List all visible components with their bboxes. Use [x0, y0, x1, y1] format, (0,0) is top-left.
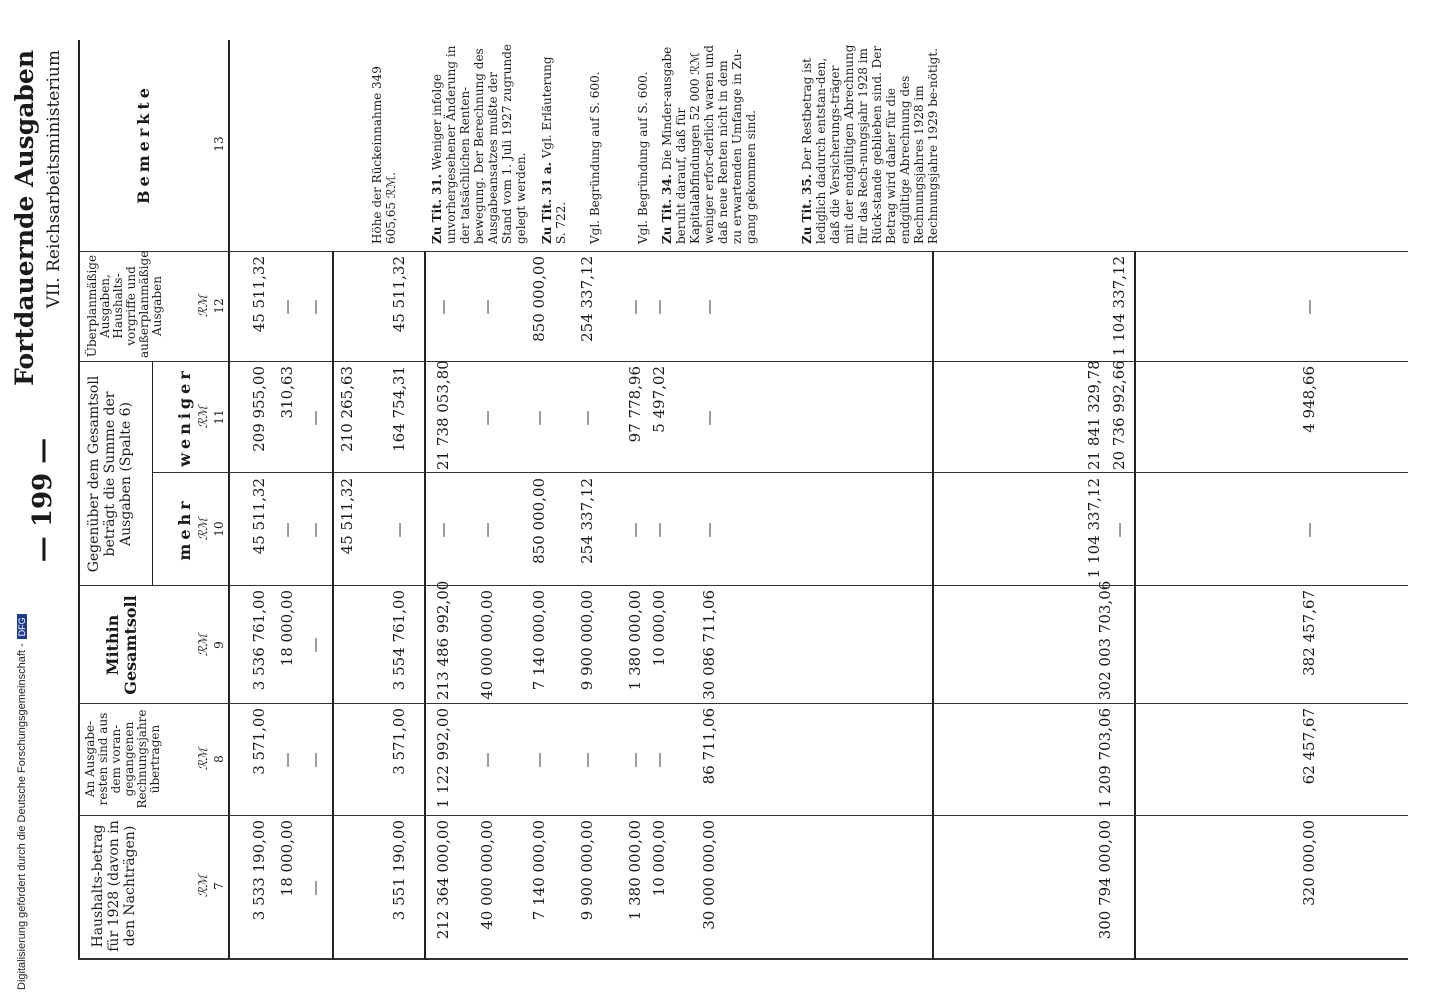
col-sep-9-10 [78, 585, 1408, 586]
table-cell: — [700, 299, 718, 315]
col9-unit: ℛℳ [196, 633, 210, 657]
table-cell: 3 571,00 [390, 708, 408, 775]
col-sep-8-9 [78, 703, 1408, 704]
row-rule [332, 252, 334, 960]
remark-2-text: Weniger infolge unvorhergesehener Änderung in der tatsächlichen Renten-bewegung. Der Berechnung des Ausgabeansatzes mußte der Stand vom 1. Juli 1927 zugrunde gelegt werden. [430, 44, 528, 244]
table-cell: 45 511,32 [338, 478, 356, 555]
col-sep-7-8 [78, 815, 1408, 816]
group-header: Gegenüber dem Gesamtsoll beträgt die Summe der Ausgaben (Spalte 6) [86, 375, 134, 573]
table-cell: — [478, 410, 496, 426]
table-cell: — [306, 410, 324, 426]
col10-unit: ℛℳ [196, 517, 210, 541]
table-cell: 40 000 000,00 [478, 590, 496, 700]
table-cell: 1 380 000,00 [626, 590, 644, 691]
table-cell: 3 533 190,00 [250, 820, 268, 921]
table-cell: 30 000 000,00 [700, 820, 718, 930]
table-cell: — [530, 752, 548, 768]
col7-header: Haushalts-betrag für 1928 (davon in den Nachträgen) [90, 820, 138, 952]
table-cell: 209 955,00 [250, 366, 268, 452]
table-cell: — [278, 752, 296, 768]
table-cell: 3 536 761,00 [250, 590, 268, 691]
table-cell: — [306, 637, 324, 653]
table-cell: — [650, 752, 668, 768]
table-cell: — [700, 410, 718, 426]
row-rule [932, 252, 934, 960]
table-cell: 254 337,12 [578, 478, 596, 564]
col-sep-12-13 [78, 251, 1408, 252]
table-cell: — [1300, 522, 1318, 538]
table-cell: 62 457,67 [1300, 708, 1318, 785]
remark-3-title: Zu Tit. 31 a. [540, 162, 554, 244]
table-cell: — [306, 752, 324, 768]
table-cell: 164 754,31 [390, 366, 408, 452]
table-cell: — [278, 299, 296, 315]
table-cell: 310,63 [278, 366, 296, 419]
remark-5: Vgl. Begründung auf S. 600. [636, 71, 650, 244]
table-cell: 213 486 992,00 [434, 580, 452, 700]
table-cell: — [434, 299, 452, 315]
table-cell: — [1300, 299, 1318, 315]
table-cell: 20 736 992,66 [1110, 360, 1128, 470]
table-cell: — [530, 410, 548, 426]
table-cell: — [650, 299, 668, 315]
table-cell: 9 900 000,00 [578, 820, 596, 921]
col13-number: 13 [212, 136, 226, 152]
table-cell: 300 794 000,00 [1096, 820, 1114, 940]
table-cell: 9 900 000,00 [578, 590, 596, 691]
col10-number: 10 [212, 521, 226, 537]
page-subtitle: VII. Reichsarbeitsministerium [44, 50, 64, 309]
table-cell: — [478, 752, 496, 768]
remark-3 [540, 44, 568, 244]
table-cell: 45 511,32 [250, 478, 268, 555]
table-cell: 18 000,00 [278, 820, 296, 897]
remark-6 [660, 44, 758, 244]
table-cell: — [1110, 522, 1128, 538]
remark-6-text: Die Minder-ausgabe beruht darauf, daß für Kapitalabfindungen 52 000 ℛℳ weniger erfor-derlich waren und daß neue Renten nicht in dem zu erwartenden Umfange in Zu-gang gekommen sind. [660, 45, 758, 244]
table-cell: 30 086 711,06 [700, 590, 718, 700]
table-cell: 21 738 053,80 [434, 360, 452, 470]
col13-header: Bemerkte [134, 84, 153, 204]
row-rule [424, 252, 426, 960]
table-top-rule [78, 40, 80, 960]
table-cell: 10 000,00 [650, 820, 668, 897]
table-cell: 1 122 992,00 [434, 708, 452, 809]
page-number: — 199 — [28, 437, 58, 563]
dfg-logo: DFG [17, 614, 27, 639]
col12-unit: ℛℳ [196, 294, 210, 318]
table-cell: — [650, 522, 668, 538]
table-cell: 1 209 703,06 [1096, 708, 1114, 809]
table-cell: — [278, 522, 296, 538]
table-cell: — [478, 522, 496, 538]
col11-unit: ℛℳ [196, 405, 210, 429]
table-cell: 86 711,06 [700, 708, 718, 785]
remark-4: Vgl. Begründung auf S. 600. [588, 71, 602, 244]
table-cell: 850 000,00 [530, 478, 548, 564]
table-cell: — [626, 752, 644, 768]
table-cell: 21 841 329,78 [1085, 360, 1103, 470]
table-cell: 4 948,66 [1300, 366, 1318, 433]
table-cell: 212 364 000,00 [434, 820, 452, 940]
group-rule [152, 362, 153, 586]
remark-7 [800, 44, 940, 244]
table-cell: 5 497,02 [650, 366, 668, 433]
table-cell: 40 000 000,00 [478, 820, 496, 930]
table-cell: 7 140 000,00 [530, 590, 548, 691]
remark-7-title: Zu Tit. 35. [800, 174, 814, 244]
table-cell: — [390, 522, 408, 538]
page-title: Fortdauernde Ausgaben [10, 50, 39, 386]
table-cell: — [306, 522, 324, 538]
remark-2-title: Zu Tit. 31. [430, 174, 444, 244]
table-cell: 1 104 337,12 [1085, 478, 1103, 579]
col-sep-10-11 [152, 472, 1408, 473]
col10-header: mehr [175, 497, 194, 561]
table-cell: — [626, 522, 644, 538]
col8-number: 8 [212, 755, 226, 763]
col11-header: weniger [175, 367, 194, 467]
table-cell: 1 380 000,00 [626, 820, 644, 921]
table-cell: — [578, 410, 596, 426]
col-sep-left [78, 958, 1408, 960]
col8-header: An Ausgabe-resten sind aus dem voran-gegangenen Rechnungsjahre übertragen [83, 709, 162, 809]
col7-unit: ℛℳ [196, 874, 210, 898]
table-cell: 254 337,12 [578, 256, 596, 342]
table-cell: 320 000,00 [1300, 820, 1318, 906]
table-cell: 18 000,00 [278, 590, 296, 667]
remark-7-text: Der Restbetrag ist lediglich dadurch entstan-den, daß die Versicherungs-träger mit der endgültigen Abrechnung für das Rech-nungsjahr 1928 im Rück-stande geblieben sind. Der Betrag wird daher für die endgültige Abrechnung des Rechnungsjahres 1928 im Rechnungsjahre 1929 be-nötigt. [800, 44, 940, 244]
col8-unit: ℛℳ [196, 747, 210, 771]
remark-1: Höhe der Rückeinnahme 349 605,65 ℛℳ. [370, 66, 398, 244]
table-cell: — [478, 299, 496, 315]
col12-number: 12 [212, 298, 226, 314]
remark-2 [430, 44, 528, 244]
table-cell: 10 000,00 [650, 590, 668, 667]
table-cell: 302 003 703,06 [1096, 580, 1114, 700]
table-cell: — [700, 522, 718, 538]
col12-header: Überplanmäßige Ausgaben, Haushalts-vorgriffe und außerplanmäßige Ausgaben [85, 250, 164, 358]
table-cell: 7 140 000,00 [530, 820, 548, 921]
table-cell: — [626, 299, 644, 315]
col7-number: 7 [212, 882, 226, 890]
table-cell: 382 457,67 [1300, 590, 1318, 676]
row-rule [1134, 252, 1136, 960]
table-cell: 97 778,96 [626, 366, 644, 443]
table-cell: 210 265,63 [338, 366, 356, 452]
table-cell: 1 104 337,12 [1110, 256, 1128, 357]
table-cell: — [578, 752, 596, 768]
col9-header: Mithin Gesamtsoll [103, 595, 140, 695]
table-cell: 850 000,00 [530, 256, 548, 342]
remark-6-title: Zu Tit. 34. [660, 174, 674, 244]
table-cell: — [306, 880, 324, 896]
table-cell: 3 554 761,00 [390, 590, 408, 691]
table-cell: — [306, 299, 324, 315]
funding-text: Digitalisierung gefördert durch die Deutsche Forschungsgemeinschaft - [16, 643, 28, 990]
col-sep-11-12 [78, 361, 1408, 362]
col9-number: 9 [212, 641, 226, 649]
remark-3-text: Vgl. Erläuterung S. 722. [540, 56, 568, 244]
table-cell: — [434, 522, 452, 538]
col11-number: 11 [212, 409, 226, 425]
table-cell: 3 571,00 [250, 708, 268, 775]
table-cell: 45 511,32 [390, 256, 408, 333]
table-cell: 45 511,32 [250, 256, 268, 333]
table-cell: 3 551 190,00 [390, 820, 408, 921]
header-bottom-rule [228, 40, 230, 960]
